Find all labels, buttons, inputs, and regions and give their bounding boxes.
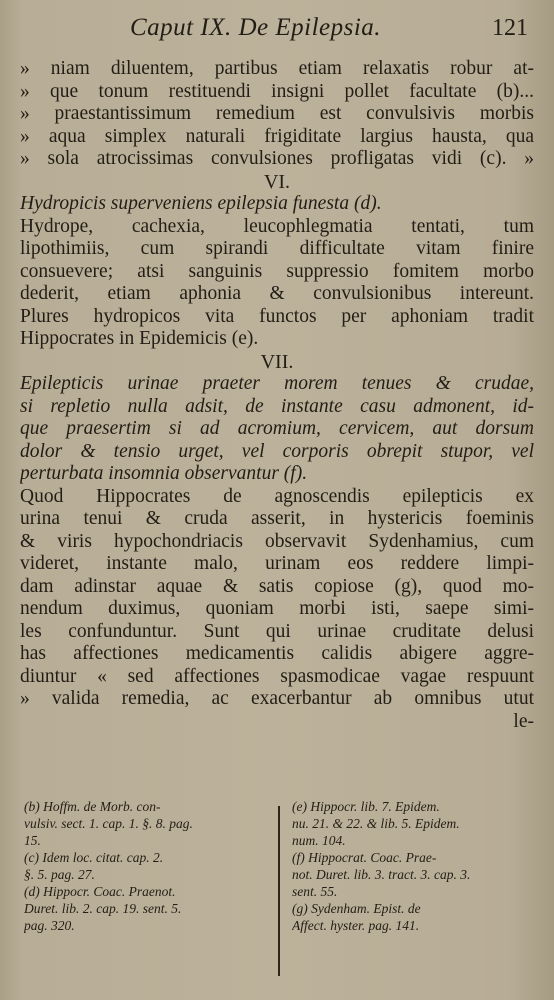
text-line: si repletio nulla adsit, de instante casu admonent, id- bbox=[20, 395, 534, 417]
footnote-line: pag. 320. bbox=[24, 918, 75, 933]
section-heading: VII. bbox=[260, 350, 294, 373]
footnote-line: (c) Idem loc. citat. cap. 2. bbox=[24, 850, 164, 865]
text-line: » aqua simplex naturali frigiditate largius hausta, qua bbox=[20, 125, 534, 147]
text-line: Hydropicis superveniens epilepsia funesta (d). bbox=[20, 193, 382, 214]
footnote-line: (e) Hippocr. lib. 7. Epidem. bbox=[292, 799, 440, 814]
text-line: » sola atrocissimas convulsiones profligatas vidi (c). » bbox=[20, 148, 534, 169]
footnote-line: sent. 55. bbox=[292, 884, 338, 899]
section-heading: VI. bbox=[263, 170, 291, 193]
footnote-line: (d) Hippocr. Coac. Praenot. bbox=[24, 884, 176, 899]
text-line: diuntur « sed affectiones spasmodicae vagae respuunt bbox=[20, 665, 534, 687]
footnotes-right-column bbox=[280, 798, 538, 976]
text-line: Hydrope, cachexia, leucophlegmatia tentati, tum bbox=[20, 215, 534, 237]
footnote-line: vulsiv. sect. 1. cap. 1. §. 8. pag. bbox=[24, 816, 193, 831]
footnote-line: (b) Hoffm. de Morb. con- bbox=[24, 799, 161, 814]
footnote-line: Duret. lib. 2. cap. 19. sent. 5. bbox=[24, 901, 182, 916]
text-line: dam adinstar aquae & satis copiose (g), quod mo- bbox=[20, 575, 534, 597]
main-text bbox=[20, 58, 534, 733]
text-line: Hippocrates in Epidemicis (e). bbox=[20, 328, 259, 349]
text-line: perturbata insomnia observantur (f). bbox=[20, 463, 308, 484]
footnote-line: nu. 21. & 22. & lib. 5. Epidem. bbox=[292, 816, 460, 831]
footnote-line: num. 104. bbox=[292, 833, 346, 848]
text-line: » que tonum restituendi insigni pollet facultate (b)... bbox=[20, 80, 534, 102]
running-header bbox=[130, 14, 528, 48]
text-line: urina tenui & cruda asserit, in hystericis foeminis bbox=[20, 508, 534, 529]
footnotes-left-column bbox=[24, 798, 278, 976]
footnote-line: Affect. hyster. pag. 141. bbox=[292, 918, 420, 933]
text-line: lipothimiis, cum spirandi difficultate vitam finire bbox=[20, 238, 534, 259]
text-line: » niam diluentem, partibus etiam relaxatis robur at- bbox=[20, 58, 534, 79]
footnote-line: (g) Sydenham. Epist. de bbox=[292, 901, 421, 916]
text-line: dolor & tensio urget, vel corporis obrepit stupor, vel bbox=[20, 440, 534, 462]
running-title: Caput IX. De Epilepsia. bbox=[130, 14, 382, 41]
text-line: Epilepticis urinae praeter morem tenues & crudae, bbox=[20, 373, 534, 394]
text-line: nendum duximus, quoniam morbi isti, saepe simi- bbox=[20, 598, 534, 619]
text-line: que praesertim si ad acromium, cervicem, aut dorsum bbox=[20, 418, 534, 439]
text-line: les confunduntur. Sunt qui urinae cruditate delusi bbox=[20, 620, 534, 642]
text-line: & viris hypochondriacis observavit Sydenhamius, cum bbox=[20, 530, 534, 552]
footnotes bbox=[24, 798, 538, 976]
footnote-line: (f) Hippocrat. Coac. Prae- bbox=[292, 850, 437, 865]
text-line: Plures hydropicos vita functos per aphoniam tradit bbox=[20, 305, 534, 327]
text-line: » praestantissimum remedium est convulsivis morbis bbox=[20, 103, 534, 124]
text-line: » valida remedia, ac exacerbantur ab omnibus utut bbox=[20, 688, 534, 709]
text-line: consuevere; atsi sanguinis suppressio fomitem morbo bbox=[20, 260, 534, 282]
footnote-line: §. 5. pag. 27. bbox=[24, 867, 95, 882]
text-line: videret, instante malo, urinam eos reddere limpi- bbox=[20, 553, 534, 574]
text-line: has affectiones medicamentis calidis abigere aggre- bbox=[20, 643, 534, 664]
text-line: Quod Hippocrates de agnoscendis epilepticis ex bbox=[20, 485, 534, 507]
text-line: le- bbox=[513, 710, 534, 732]
page-number: 121 bbox=[492, 15, 528, 41]
footnote-line: not. Duret. lib. 3. tract. 3. cap. 3. bbox=[292, 867, 471, 882]
text-line: dederit, etiam aphonia & convulsionibus intereunt. bbox=[20, 283, 534, 304]
footnote-line: 15. bbox=[24, 833, 41, 848]
